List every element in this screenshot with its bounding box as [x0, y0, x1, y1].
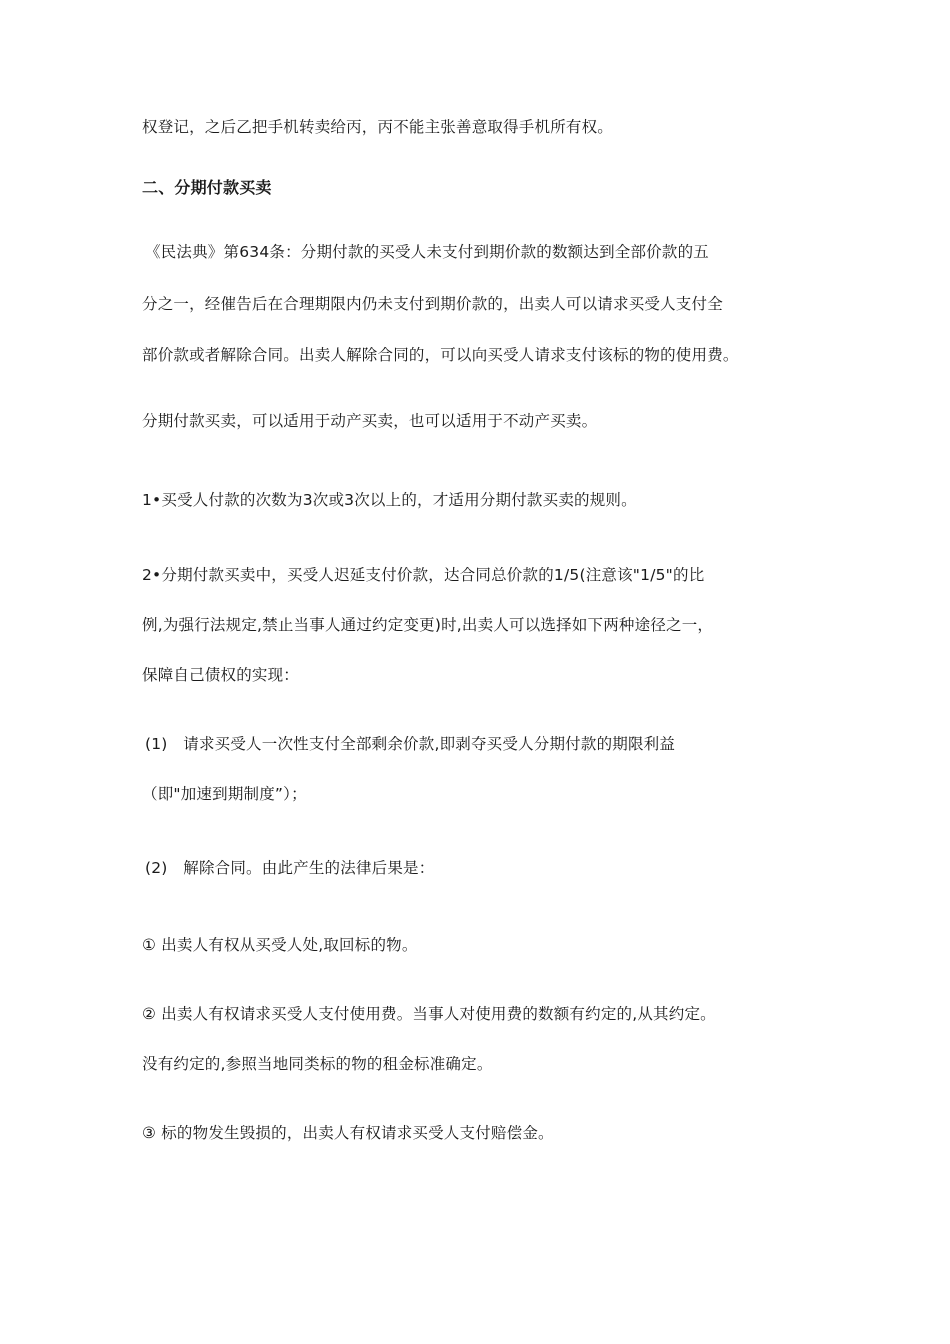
- article-line-3: 部价款或者解除合同。出卖人解除合同的，可以向买受人请求支付该标的物的使用费。: [142, 346, 739, 364]
- rule-item-2-line-3: 保障自己债权的实现：: [142, 666, 300, 684]
- option-1-line-2: （即"加速到期制度”）；: [142, 785, 307, 803]
- section-heading: 二、分期付款买卖: [142, 178, 272, 197]
- consequence-1: ① 出卖人有权从买受人处,取回标的物。: [142, 936, 418, 954]
- consequence-3: ③ 标的物发生毁损的，出卖人有权请求买受人支付赔偿金。: [142, 1124, 554, 1142]
- option-1-line-1: (1) 请求买受人一次性支付全部剩余价款,即剥夺买受人分期付款的期限利益: [145, 735, 676, 753]
- consequence-2-line-1: ② 出卖人有权请求买受人支付使用费。当事人对使用费的数额有约定的,从其约定。: [142, 1005, 716, 1023]
- scope-paragraph: 分期付款买卖，可以适用于动产买卖，也可以适用于不动产买卖。: [142, 412, 598, 430]
- paragraph-line-continuation: 权登记，之后乙把手机转卖给丙，丙不能主张善意取得手机所有权。: [142, 118, 614, 136]
- rule-item-1: 1•买受人付款的次数为3次或3次以上的，才适用分期付款买卖的规则。: [142, 491, 637, 509]
- article-line-1: 《民法典》第634条：分期付款的买受人未支付到期价款的数额达到全部价款的五: [145, 243, 709, 261]
- consequence-2-line-2: 没有约定的,参照当地同类标的物的租金标准确定。: [142, 1055, 493, 1073]
- option-2: (2) 解除合同。由此产生的法律后果是：: [145, 859, 435, 877]
- article-line-2: 分之一，经催告后在合理期限内仍未支付到期价款的，出卖人可以请求买受人支付全: [142, 295, 723, 313]
- rule-item-2-line-2: 例,为强行法规定,禁止当事人通过约定变更)时,出卖人可以选择如下两种途径之一，: [142, 616, 714, 634]
- rule-item-2-line-1: 2•分期付款买卖中，买受人迟延支付价款，达合同总价款的1/5(注意该"1/5"的比: [142, 566, 705, 584]
